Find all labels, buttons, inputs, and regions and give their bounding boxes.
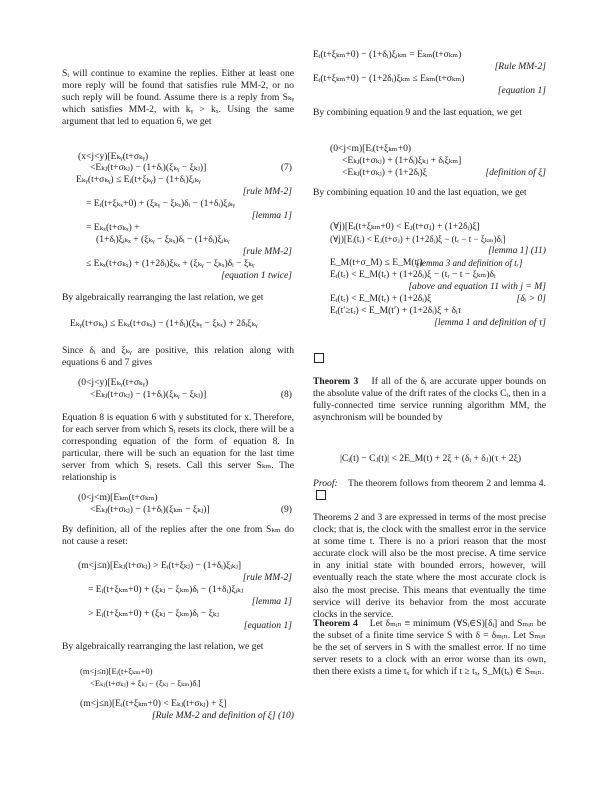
paragraph: By algebraically rearranging the last relation, we get bbox=[62, 292, 264, 303]
equation-note: [lemma 1] bbox=[251, 210, 292, 221]
proof-label: Proof: bbox=[313, 478, 338, 489]
equation-line: = Eₖₓ(t+σₖₓ) + bbox=[86, 222, 140, 233]
equation-note: [rule MM-2] bbox=[242, 186, 292, 197]
equation-line: (∀j)[Eᵢ(t+ξₖₘ+0) < Eⱼ(t+σⱼ) + (1+2δᵢ)ξ] bbox=[330, 221, 480, 232]
equation-line: Eₖᵧ(t+σₖᵧ) ≤ Eᵢ(t+ξₖᵧ) − (1+δᵢ)ξᵢₖᵧ bbox=[76, 174, 201, 185]
equation-note: [lemma 1] (11) bbox=[488, 245, 546, 256]
theorem-text: If all of the δᵢ are accurate upper bounds on the absolute value of the drift rates of the clocks Cᵢ, then in a fully-connected time service running algorithm MM, the asynchronism will be bounded by bbox=[313, 376, 546, 424]
paragraph: Sᵢ will continue to examine the replies. Either at least one more reply will be found that satisfies rule MM-2, or no such reply will be found. Assume there is a reply from Sₖᵧ which satisfies MM-2, with kᵧ > kₓ. Using the same argument that led to equation 6, we get bbox=[62, 68, 294, 128]
paragraph: By combining equation 9 and the last equation, we get bbox=[313, 107, 522, 118]
equation-line: (1+δᵢ)ξᵢₖₓ + (ξₖᵧ − ξₖₓ)δᵢ − (1+δᵢ)ξᵢₖᵧ bbox=[96, 234, 230, 245]
equation-line: <Eₖⱼ(t+σₖⱼ) + ξₖⱼ − (ξₖⱼ − ξₖₘ)δᵢ] bbox=[90, 678, 201, 688]
equation-note: [equation 1] bbox=[497, 85, 546, 96]
theorem-4 bbox=[313, 618, 546, 678]
qed-box-icon bbox=[316, 490, 326, 500]
equation-line: (0<j<m)[Eᵢ(t+ξₖₘ+0) bbox=[330, 143, 412, 154]
equation-note: [rule MM-2] bbox=[242, 572, 292, 583]
paragraph: Since δᵢ and ξₖᵧ are positive, this relation along with equations 6 and 7 gives bbox=[62, 345, 294, 369]
equation-line: <Eₖⱼ(t+σₖⱼ) − (1+δᵢ)(ξₖᵧ − ξₖⱼ)] bbox=[90, 389, 207, 400]
proof bbox=[313, 478, 546, 503]
paragraph: By definition, all of the replies after the one from Sₖₘ do not cause a reset: bbox=[62, 524, 294, 548]
equation-number: (9) bbox=[280, 504, 292, 515]
equation-line: Eᵢ(t+ξₖₘ+0) − (1+2δᵢ)ξₖₘ ≤ Eₖₘ(t+σₖₘ) bbox=[313, 73, 465, 84]
equation-number: (8) bbox=[280, 389, 292, 400]
equation-line: > Eᵢ(t+ξₖₘ+0) + (ξₖⱼ − ξₖₘ)δᵢ − ξₖⱼ bbox=[88, 608, 219, 619]
equation-note: [rule MM-2] bbox=[242, 246, 292, 257]
equation-number: (7) bbox=[280, 162, 292, 173]
equation-note: [equation 1] bbox=[243, 620, 292, 631]
equation-line: (x<j<y)[Eₖᵧ(t+σₖᵧ) bbox=[78, 151, 149, 162]
proof-text: The theorem follows from theorem 2 and lemma 4. bbox=[347, 478, 546, 489]
equation-line: (∀j)[Eᵢ(tᵣ) < Eⱼ(t+σⱼ) + (1+2δᵢ)ξ − (tᵣ − t − ξₖₘ)δᵢ] bbox=[330, 234, 506, 244]
equation-line: ≤ Eₖₓ(t+σₖₓ) + (1+2δᵢ)ξₖₓ + (ξₖᵧ − ξₖₓ)δᵢ − ξₖᵧ bbox=[86, 258, 255, 269]
equation-line: |Cᵢ(t) − Cⱼ(t)| < 2E_M(t) + 2ξ + (δᵢ + δⱼ)(τ + 2ξ) bbox=[340, 453, 522, 464]
equation-line: Eᵢ(tᵣ) < E_M(tᵣ) + (1+2δᵢ)ξ bbox=[330, 293, 432, 304]
equation-line: E_M(t+σ_M) ≤ E_M(tᵣ) bbox=[330, 257, 423, 268]
equation-line: (0<j<m)[Eₖₘ(t+σₖₘ) bbox=[78, 492, 158, 503]
equation-note: [equation 1 twice] bbox=[221, 270, 292, 281]
equation-line: = Eᵢ(t+ξₖₘ+0) + (ξₖⱼ − ξₖₘ)δᵢ − (1+δᵢ)ξᵢₖⱼ bbox=[88, 584, 244, 595]
equation-note: [lemma 1] bbox=[251, 596, 292, 607]
paragraph: Equation 8 is equation 6 with y substituted for x. Therefore, for each server from which Sᵢ resets its clock, there will be a corresponding equation of the form of equation 8. In particular, there will be such an equation for the last time server from which Sᵢ resets. Call this server Sₖₘ. The relationship is bbox=[62, 412, 294, 484]
equation-line: <Eₖⱼ(t+σₖⱼ) + (1+2δᵢ)ξ bbox=[342, 167, 427, 178]
equation-note: [lemma 3 and definition of tᵣ] bbox=[416, 258, 523, 268]
paragraph: By algebraically rearranging the last relation, we get bbox=[62, 641, 264, 652]
equation-line: Eᵢ(t+ξₖₘ+0) − (1+δᵢ)ξᵢₖₘ = Eₖₘ(t+σₖₘ) bbox=[313, 49, 462, 60]
theorem-text: Let δₘᵢₙ ≡ minimum (∀Sᵢ∈S)[δᵢ] and Sₘᵢₙ be the subset of a finite time service S with δ = δₘᵢₙ. Let Sₘᵢₙ be the set of servers in S with the smallest error. If no time server resets to a clock with an error worse than its own, then there exists a time tₓ for which if t ≥ tₓ, S_M(tₓ) ∈ Sₘᵢₙ. bbox=[313, 618, 546, 678]
equation-note: [Rule MM-2 and definition of ξ] (10) bbox=[151, 710, 294, 721]
equation-note: [δᵢ > 0] bbox=[516, 293, 546, 304]
equation-line: (m<j≤n)[Eᵢ(t+ξₖₘ+0) bbox=[80, 666, 153, 676]
equation-line: <Eₖⱼ(t+σₖⱼ) + (1+δᵢ)ξₖⱼ + δᵢξₖₘ] bbox=[342, 155, 462, 166]
equation-line: (m<j≤n)[Eᵢ(t+ξₖₘ+0) < Eₖⱼ(t+σₖⱼ) + ξ] bbox=[80, 698, 227, 709]
paragraph: Theorems 2 and 3 are expressed in terms of the most precise clock; that is, the clock with the smallest error in the service at some time t. There is no a priori reason that the most accurate clock will also be the most precise. A time service in any initial state with bounded errors, however, will eventually reach the state where the most accurate clock is also the most precise. This means that eventually the time service will derive its behavior from the most accurate clocks in the service. bbox=[313, 512, 546, 620]
equation-note: [definition of ξ] bbox=[485, 167, 546, 178]
equation-line: <Eₖⱼ(t+σₖⱼ) − (1+δᵢ)(ξₖᵧ − ξₖⱼ)] bbox=[90, 162, 207, 173]
theorem-3 bbox=[313, 376, 546, 424]
equation-note: [lemma 1 and definition of τ] bbox=[434, 317, 546, 328]
equation-line: = Eᵢ(t+ξₖₓ+0) + (ξₖᵧ − ξₖₓ)δᵢ − (1+δᵢ)ξᵢₖᵧ bbox=[86, 198, 236, 209]
theorem-label: Theorem 3 bbox=[313, 376, 359, 387]
equation-line: <Eₖⱼ(t+σₖⱼ) − (1+δᵢ)(ξₖₘ − ξₖⱼ)] bbox=[90, 504, 210, 515]
paragraph: By combining equation 10 and the last equation, we get bbox=[313, 187, 527, 198]
equation-note: [above and equation 11 with j = M] bbox=[408, 281, 546, 292]
equation-line: (0<j<y)[Eₖᵧ(t+σₖᵧ) bbox=[78, 377, 149, 388]
equation-note: [Rule MM-2] bbox=[494, 61, 546, 72]
equation-line: (m<j≤n)[Eₖⱼ(t+σₖⱼ) > Eᵢ(t+ξₖⱼ) − (1+δᵢ)ξᵢₖⱼ] bbox=[78, 560, 242, 571]
qed-box-icon bbox=[314, 353, 324, 363]
equation-line: Eᵢ(tᵣ) < E_M(tᵣ) + (1+2δᵢ)ξ − (tᵣ − t − ξₖₘ)δᵢ bbox=[330, 269, 496, 280]
equation-line: Eₖᵧ(t+σₖᵧ) ≤ Eₖₓ(t+σₖₓ) − (1+δᵢ)(ξₖᵧ − ξₖₓ) + 2δᵢξₖᵧ bbox=[70, 318, 258, 329]
theorem-label: Theorem 4 bbox=[313, 618, 358, 629]
equation-line: Eᵢ(t′≥tᵣ) < E_M(t′) + (1+2δᵢ)ξ + δᵢτ bbox=[330, 305, 462, 316]
